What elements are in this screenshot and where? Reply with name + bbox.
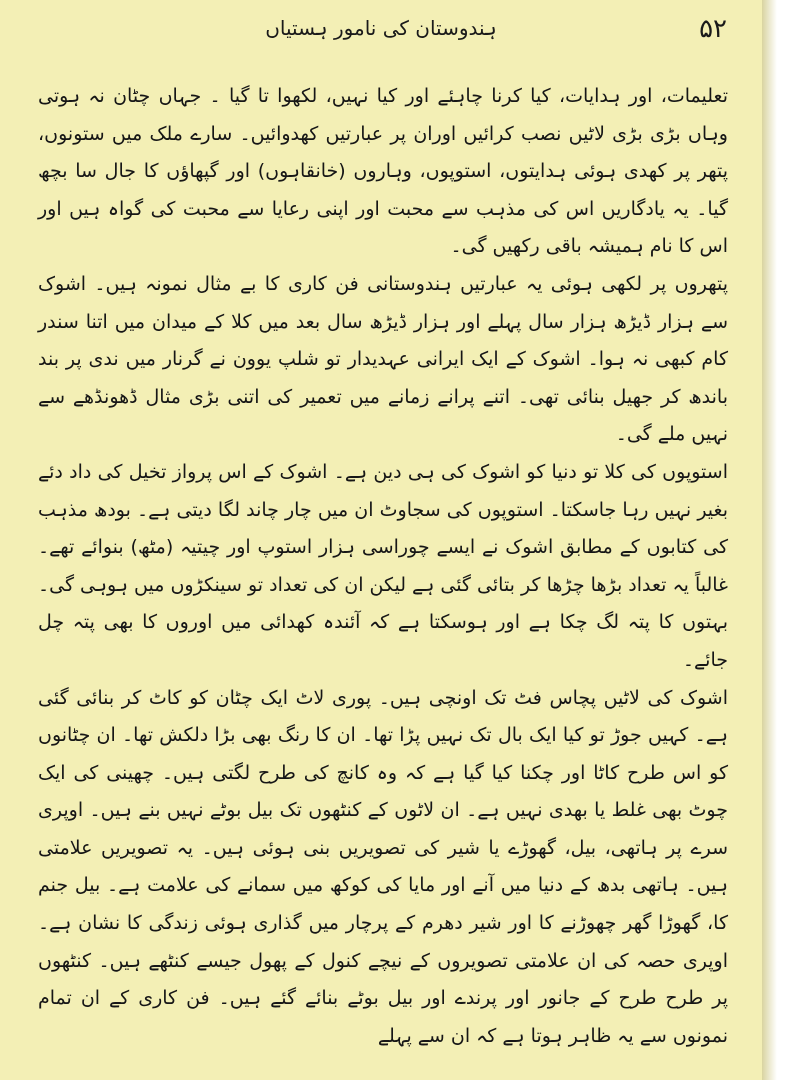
page-edge-shadow	[762, 0, 787, 1080]
paragraph-3: استوپوں کی کلا تو دنیا کو اشوک کی ہی دین ہے۔ اشوک کے اس پرواز تخیل کی داد دئے بغیر نہیں رہا جاسکتا۔ استوپوں کی سجاوٹ ان میں چار چاند لگا دیتی ہے۔ بودھ مذہب کی کتابوں کے مطابق اشوک نے ایسے چوراسی ہزار استوپ اور چیتیہ (مٹھ) بنوائے تھے۔ غالباً یہ تعداد بڑھا چڑھا کر بتائی گئی ہے لیکن ان کی تعداد تو سینکڑوں میں ہوہی گی۔ بہتوں کا پتہ لگ چکا ہے اور ہوسکتا ہے کہ آئندہ کھدائی میں اوروں کا بھی پتہ چل جائے۔	[38, 460, 728, 671]
running-title: ہندوستان کی نامور ہستیاں	[265, 16, 497, 40]
paragraph-2: پتھروں پر لکھی ہوئی یہ عبارتیں ہندوستانی فن کاری کا بے مثال نمونہ ہیں۔ اشوک سے ہزار ڈیڑھ ہزار سال پہلے اور ہزار ڈیڑھ سال بعد میں کلا کے میدان میں اتنا سندر کام کبھی نہ ہوا۔ اشوک کے ایک ایرانی عہدیدار تو شلپ یوون نے گرنار میں ندی پر بند باندھ کر جھیل بنائی تھی۔ اتنے پرانے زمانے میں تعمیر کی اتنی بڑی مثال ڈھونڈھے سے نہیں ملے گی۔	[38, 272, 728, 446]
page-number: ۵۲	[699, 14, 727, 44]
paragraph-4: اشوک کی لاٹیں پچاس فٹ تک اونچی ہیں۔ پوری لاٹ ایک چٹان کو کاٹ کر بنائی گئی ہے۔ کہیں جوڑ تو کیا ایک بال تک نہیں پڑا تھا۔ ان کا رنگ بھی بڑا دلکش تھا۔ ان چٹانوں کو اس طرح کاٹا اور چکنا کیا گیا ہے کہ وہ کانچ کی طرح لگتی ہیں۔ چھینی کی ایک چوٹ بھی غلط یا بھدی نہیں ہے۔ ان لاٹوں کے کنٹھوں تک بیل بوٹے نہیں بنے ہیں۔ اوپری سرے پر ہاتھی، بیل، گھوڑے یا شیر کی تصویریں بنی ہوئی ہیں۔ یہ تصویریں علامتی ہیں۔ ہاتھی بدھ کے دنیا میں آنے اور مایا کی کوکھ میں سمانے کی علامت ہے۔ بیل جنم کا، گھوڑا گھر چھوڑنے کا اور شیر دھرم کے پرچار میں گذاری ہوئی زندگی کا نشان ہے۔ اوپری حصہ کی ان علامتی تصویروں کے نیچے کنول کے پھول جیسے کنٹھے ہیں۔ کنٹھوں پر طرح طرح کے جانور اور پرندے اور بیل بوٹے بنائے گئے ہیں۔ فن کاری کے ان تمام نمونوں سے یہ ظاہر ہوتا ہے کہ ان سے پہلے	[38, 686, 728, 1047]
paragraph-1: تعلیمات، اور ہدایات، کیا کرنا چاہئے اور کیا نہیں، لکھوا تا گیا ۔ جہاں چٹان نہ ہوتی وہاں بڑی بڑی لاٹیں نصب کرائیں اوران پر عبارتیں کھدوائیں۔ سارے ملک میں ستونوں، پتھر پر کھدی ہوئی ہدایتوں، استوپوں، وہاروں (خانقاہوں) اور گپھاؤں کا جال سا بچھ گیا۔ یہ یادگاریں اس کی مذہب سے محبت اور اپنی رعایا سے محبت کی گواہ ہیں اور اس کا نام ہمیشہ باقی رکھیں گی۔	[38, 85, 728, 258]
page-header	[0, 12, 762, 52]
body-text	[38, 78, 728, 1055]
